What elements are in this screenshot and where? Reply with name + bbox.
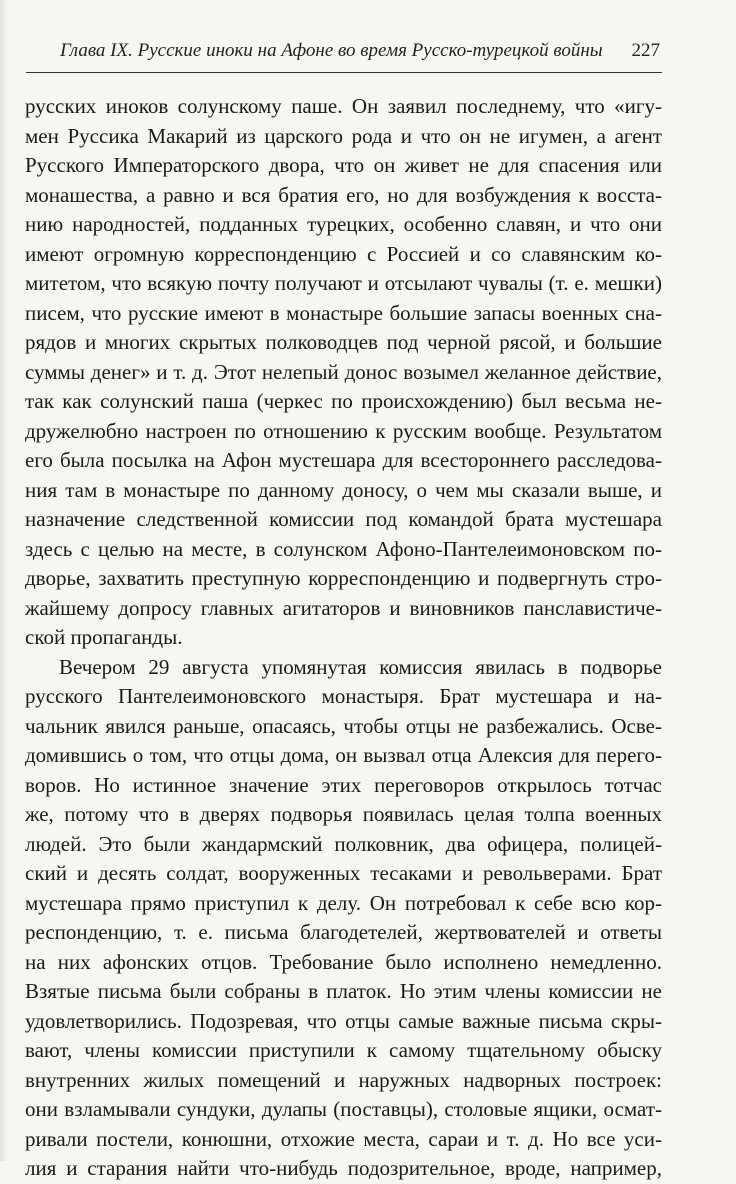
running-header <box>60 40 660 62</box>
header-rule <box>26 72 662 73</box>
text-line: жайшему допросу главных агитаторов и виновников панславистиче- <box>25 595 662 620</box>
text-line: русского Пантелеимоновского монастыря. Брат мустешара и на- <box>25 684 662 708</box>
text-line: так как солунский паша (черкес по происхождению) был весьма не- <box>25 389 662 413</box>
text-line: рядов и многих скрытых полководцев под черной рясой, и большие <box>25 330 662 354</box>
text-line: удовлетворились. Подозревая, что отцы самые важные письма скры- <box>25 1008 662 1033</box>
text-line: русских иноков солунскому паше. Он заявил последнему, что «игу- <box>25 94 662 118</box>
text-line: вают, члены комиссии приступили к самому тщательному обыску <box>25 1038 662 1062</box>
text-line: монашества, а равно и вся братия его, но для возбуждения к восста- <box>25 182 662 207</box>
chapter-title: Глава IX. Русские иноки на Афоне во время Русско-турецкой войны <box>60 40 603 61</box>
text-line: назначение следственной комиссии под командой брата мустешара <box>25 507 662 531</box>
text-line: его была посылка на Афон мустешара для всестороннего расследова- <box>25 448 662 472</box>
page-number: 227 <box>631 40 660 61</box>
text-line: писем, что русские имеют в монастыре большие запасы военных сна- <box>25 300 662 325</box>
text-line: лия и старания найти что-нибудь подозрительное, вроде, например, <box>25 1156 662 1180</box>
page-edge-shadow <box>0 0 8 1161</box>
text-line: Русского Императорского двора, что он живет не для спасения или <box>25 153 662 177</box>
text-line: ской пропаганды. <box>25 625 183 649</box>
text-line: здесь с целью на месте, в солунском Афоно-Пантелеимоновском по- <box>25 536 662 561</box>
text-line: внутренних жилых помещений и наружных надворных построек: <box>25 1067 662 1092</box>
text-line: нию народностей, подданных турецких, особенно славян, и что они <box>25 212 662 236</box>
text-line: чальник явился раньше, опасаясь, чтобы отцы не разбежались. Осве- <box>25 713 662 738</box>
text-line: воров. Но истинное значение этих переговоров открылось тотчас <box>25 772 662 797</box>
text-line: на них афонских отцов. Требование было исполнено немедленно. <box>25 949 662 974</box>
text-line: дворье, захватить преступную корреспонденцию и подвергнуть стро- <box>25 566 662 590</box>
text-line: домившись о том, что отцы дома, он вызвал отца Алексия для перего- <box>25 743 662 767</box>
text-line: людей. Это были жандармский полковник, два офицера, полицей- <box>25 831 662 856</box>
body-text <box>25 92 662 1184</box>
text-line: митетом, что всякую почту получают и отсылают чувалы (т. е. мешки) <box>25 271 662 295</box>
text-line: ния там в монастыре по данному доносу, о чем мы сказали выше, и <box>25 477 662 502</box>
text-line: ский и десять солдат, вооруженных тесаками и револьверами. Брат <box>25 861 662 885</box>
text-line: дружелюбно настроен по отношению к русским вообще. Результатом <box>25 418 662 443</box>
text-line: же, потому что в дверях подворья появилась целая толпа военных <box>25 802 662 826</box>
text-line: они взламывали сундуки, дулапы (поставцы), столовые ящики, осмат- <box>25 1097 662 1121</box>
text-line: респонденцию, т. е. письма благодетелей, жертвователей и ответы <box>25 920 662 944</box>
text-line: Вечером 29 августа упомянутая комиссия явилась в подворье <box>59 654 662 679</box>
text-line: мен Руссика Макарий из царского рода и что он не игумен, а агент <box>25 123 662 148</box>
text-line: имеют огромную корреспонденцию с Россией и со славянским ко- <box>25 241 662 266</box>
text-line: ривали постели, конюшни, отхожие места, сараи и т. д. Но все уси- <box>25 1126 662 1151</box>
text-line: Взятые письма были собраны в платок. Но этим члены комиссии не <box>25 979 662 1003</box>
text-line: мустешара прямо приступил к делу. Он потребовал к себе всю кор- <box>25 890 662 915</box>
text-line: суммы денег» и т. д. Этот нелепый донос возымел желанное действие, <box>25 359 662 384</box>
